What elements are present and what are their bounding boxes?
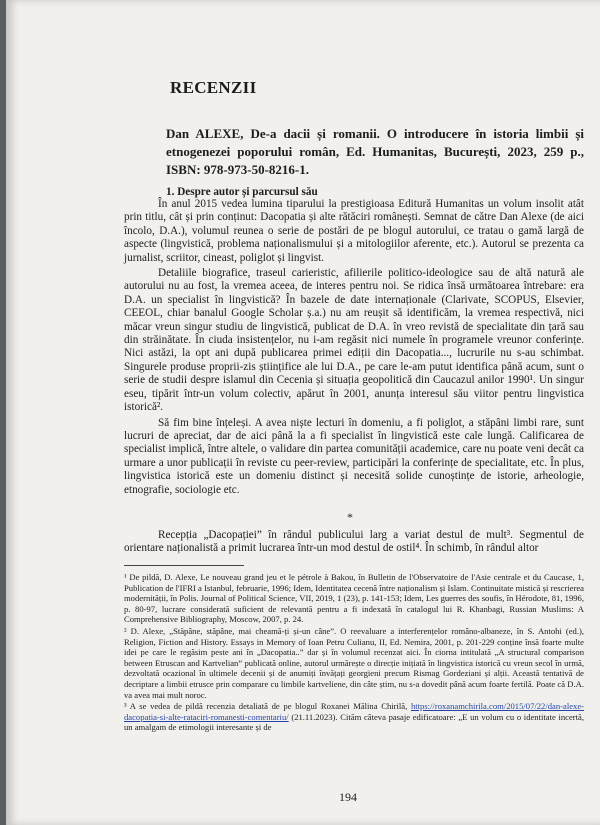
paragraph: Recepția „Dacopației” în rândul publicului larg a variat destul de mult³. Segmentul de orientare naționalistă a primit lucrarea într-un mod destul de ostil⁴. În schimb, în rândul altor bbox=[124, 529, 584, 555]
page bbox=[6, 0, 600, 825]
footnote-2: ² D. Alexe, „Stăpâne, stăpâne, mai cheamă-ți și-un câne”. O reevaluare a interferențelor româno-albaneze, în S. Antohi (ed.), Religion, Fiction and History. Essays in Memory of Ioan Petru Culianu, II, Ed. Nemira, 2001, p. 201-229 conține însă foarte multe idei pe care le regăsim peste ani în „Dacopatia..” dar și în volumul recenzat aici. În ciorna intitulată „A structural comparison between Etruscan and Kartvelian” publicată online, autorul urmărește o direcție inițiată în lingvistica istorică cu vreun secol în urmă, dezvoltată ocazional în ultimele decenii și de anumiți învățați georgieni precum Rismag Gordeziani și alții. Această tentativă de decriptare a limbii etrusce prin comparare cu limbile kartveliene, din câte știm, nu s-a dovedit până acum foarte fertilă. Poate că D.A. va avea mai mult noroc. bbox=[124, 625, 584, 700]
footnote-3-date: (21.11.2023). bbox=[291, 711, 338, 722]
footnote-3 bbox=[124, 701, 584, 733]
paragraph: În anul 2015 vedea lumina tiparului la prestigioasa Editură Humanitas un volum insolit atât prin titlu, cât și prin conținut: Dacopatia și alte rătăciri românești. Semnat de către Dan Alexe (de aici încolo, D.A.), volumul reunea o serie de postări de pe blogul autorului, ce tratau o gamă largă de aspecte (lingvistică, problema naționalismului și a mitologiilor aferente, etc.). Autorul se prezenta ca jurnalist, scriitor, cineast, poliglot și lingvist. bbox=[124, 198, 584, 264]
paragraph: Detaliile biografice, traseul carieristic, afilierile politico-ideologice sau de altă natură ale autorului nu au fost, la vremea aceea, de interes pentru noi. Se ridica însă următoarea întrebare: era D.A. un specialist în lingvistică? În bazele de date internaționale (Clarivate, SCOPUS, Elsevier, CEEOL, chiar banalul Google Scholar ș.a.) nu am reușit să identificăm, la vremea respectivă, nici măcar vreun singur studiu de lingvistică, publicat de D.A. în vreo revistă de specialitate din țară sau din străinătate. În ciuda insistențelor, nu i-am regăsit nici numele în programele vreunor conferințe. Nici astăzi, la opt ani după publicarea primei ediții din Dacopatia..., lucrurile nu s-au schimbat. Singurele produse proprii-zis științifice ale lui D.A., pe care le-am putut identifica până acum, sunt o serie de studii despre islamul din Cecenia și situația geopolitică din Caucazul anilor 1990¹. Un singur eseu, tipărit într-un volum colectiv, apărut în 2001, anunța interesul său viitor pentru lingvistica istorică². bbox=[124, 267, 584, 414]
subsection-title: 1. Despre autor și parcursul său bbox=[166, 186, 318, 198]
asterisk-separator: * bbox=[347, 510, 353, 524]
body-text-continued bbox=[124, 529, 584, 556]
section-heading: RECENZII bbox=[170, 78, 257, 97]
footnotes bbox=[124, 572, 584, 734]
footnote-1: ¹ De pildă, D. Alexe, Le nouveau grand jeu et le pétrole à Bakou, în Bulletin de l'Observatoire de l'Asie centrale et du Caucase, 1, Publication de l'IFRI a Istanbul, februarie, 1996; Idem, Identitatea cecenă între naționalism și Islam. Continuitate mistică și rescrierea modernității, în Polis. Journal of Political Science, VII, 2019, 1 (23), p. 141-153; Idem, Les guerres des soufis, în Hérodote, 81, 1996, p. 80-97, lucrare considerată suficient de relevantă pentru a fi indexată în catalogul lui R. Khanbagi, Russian Muslims: A Comprehensive Bibliography, Moscow, 2007, p. 24. bbox=[124, 572, 584, 625]
body-text bbox=[124, 198, 584, 499]
footnote-3-continuation: Citām câteva pasaje edificatoare: „E un volum cu o identitate incertă, un amalgam de etimologii interesante și de bbox=[124, 711, 584, 733]
footnote-divider bbox=[124, 565, 244, 566]
book-reference-title: Dan ALEXE, De-a dacii și romanii. O introducere în istoria limbii și etnogenezei poporului român, Ed. Humanitas, București, 2023, 259 p., ISBN: 978-973-50-8216-1. bbox=[166, 126, 584, 177]
page-number: 194 bbox=[339, 790, 357, 804]
footnote-3-text: ³ A se vedea de pildă recenzia detaliată de pe blogul Roxanei Mălina Chirilă, bbox=[124, 701, 408, 712]
paragraph: Să fim bine înțeleși. A avea niște lecturi în domeniu, a fi poliglot, a stăpâni limbi rare, sunt lucruri de apreciat, dar de aici până la a fi specialist în lingvistică este cale lungă. Calificarea de specialist implică, între altele, o validare din partea comunității academice, care nu poate veni decât ca urmare a unor publicații în reviste cu peer-review, participări la conferințe de specialitate, etc. În plus, lingvistica istorică este un domeniu distinct și necesită solide cunoștințe de istorie, arheologie, etnografie, sociologie etc. bbox=[124, 416, 584, 496]
footnote-3-link[interactable]: https://roxanamchirila.com/2015/07/22/dan-alexe-dacopatia-si-alte-rataciri-romanesti-comentariu/ bbox=[124, 701, 584, 722]
